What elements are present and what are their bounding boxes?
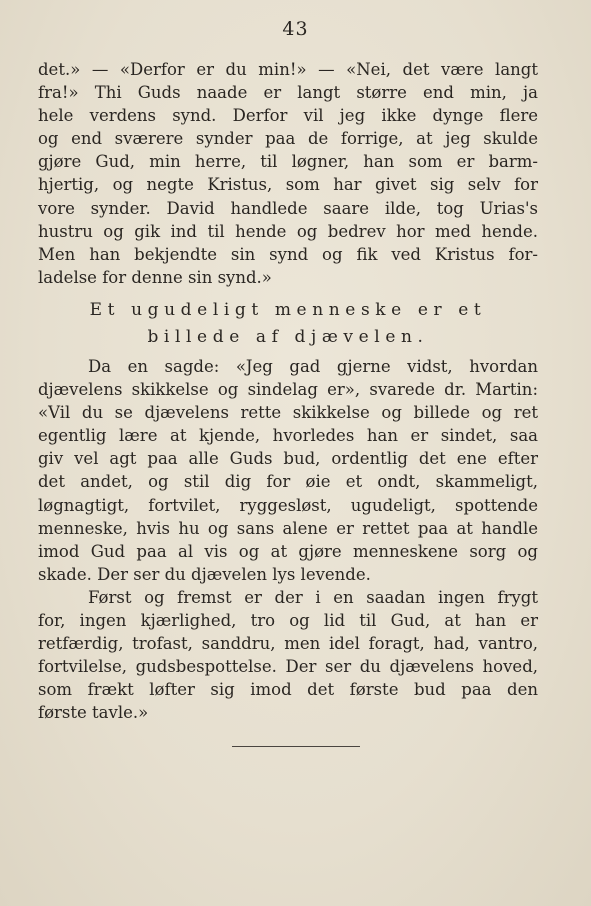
text-line: og end sværere synder paa de forrige, at jeg skulde: [38, 129, 538, 149]
heading-line: billede af djævelen.: [147, 326, 429, 347]
text-block: [38, 58, 538, 724]
text-line: ladelse for denne sin synd.»: [38, 267, 272, 287]
text-line: første tavle.»: [38, 703, 149, 723]
paragraph-3: [38, 586, 538, 725]
section-divider: [232, 746, 360, 747]
text-line: djævelens skikkelse og sindelag er», svarede dr. Martin:: [38, 380, 538, 400]
text-line: gjøre Gud, min herre, til løgner, han som er barm-: [38, 152, 538, 172]
text-line: for, ingen kjærlighed, tro og lid til Gud, at han er: [38, 610, 538, 630]
text-line: som frækt løfter sig imod det første bud paa den: [38, 680, 538, 700]
text-line: Da en sagde: «Jeg gad gjerne vidst, hvordan: [88, 356, 538, 376]
text-line: vore synder. David handlede saare ilde, tog Urias's: [38, 198, 538, 218]
text-line: «Vil du se djævelens rette skikkelse og billede og ret: [38, 403, 538, 423]
text-line: giv vel agt paa alle Guds bud, ordentlig det ene efter: [38, 449, 538, 469]
paragraph-1: [38, 58, 538, 289]
page-number: 43: [282, 18, 309, 40]
text-line: det.» — «Derfor er du min!» — «Nei, det være langt: [38, 60, 538, 79]
section-heading: [38, 297, 538, 351]
heading-line: Et ugudeligt menneske er et: [89, 299, 487, 320]
text-line: hele verdens synd. Derfor vil jeg ikke dynge flere: [38, 106, 538, 126]
paragraph-2: [38, 355, 538, 586]
text-line: skade. Der ser du djævelen lys levende.: [38, 564, 371, 584]
text-line: imod Gud paa al vis og at gjøre menneskene sorg og: [38, 541, 538, 561]
text-line: hjertig, og negte Kristus, som har givet sig selv for: [38, 175, 538, 195]
text-line: fra!» Thi Guds naade er langt større end min, ja: [38, 83, 538, 103]
text-line: Men han bekjendte sin synd og fik ved Kristus for-: [38, 244, 538, 264]
text-line: det andet, og stil dig for øie et ondt, skammeligt,: [38, 472, 538, 492]
text-line: Først og fremst er der i en saadan ingen frygt: [88, 587, 538, 607]
text-line: fortvilelse, gudsbespottelse. Der ser du djævelens hoved,: [38, 657, 538, 677]
text-line: løgnagtigt, fortvilet, ryggesløst, ugudeligt, spottende: [38, 495, 538, 515]
text-line: retfærdig, trofast, sanddru, men idel foragt, had, vantro,: [38, 634, 538, 654]
text-line: hustru og gik ind til hende og bedrev hor med hende.: [38, 221, 538, 241]
text-line: menneske, hvis hu og sans alene er rettet paa at handle: [38, 518, 538, 538]
text-line: egentlig lære at kjende, hvorledes han er sindet, saa: [38, 426, 538, 446]
